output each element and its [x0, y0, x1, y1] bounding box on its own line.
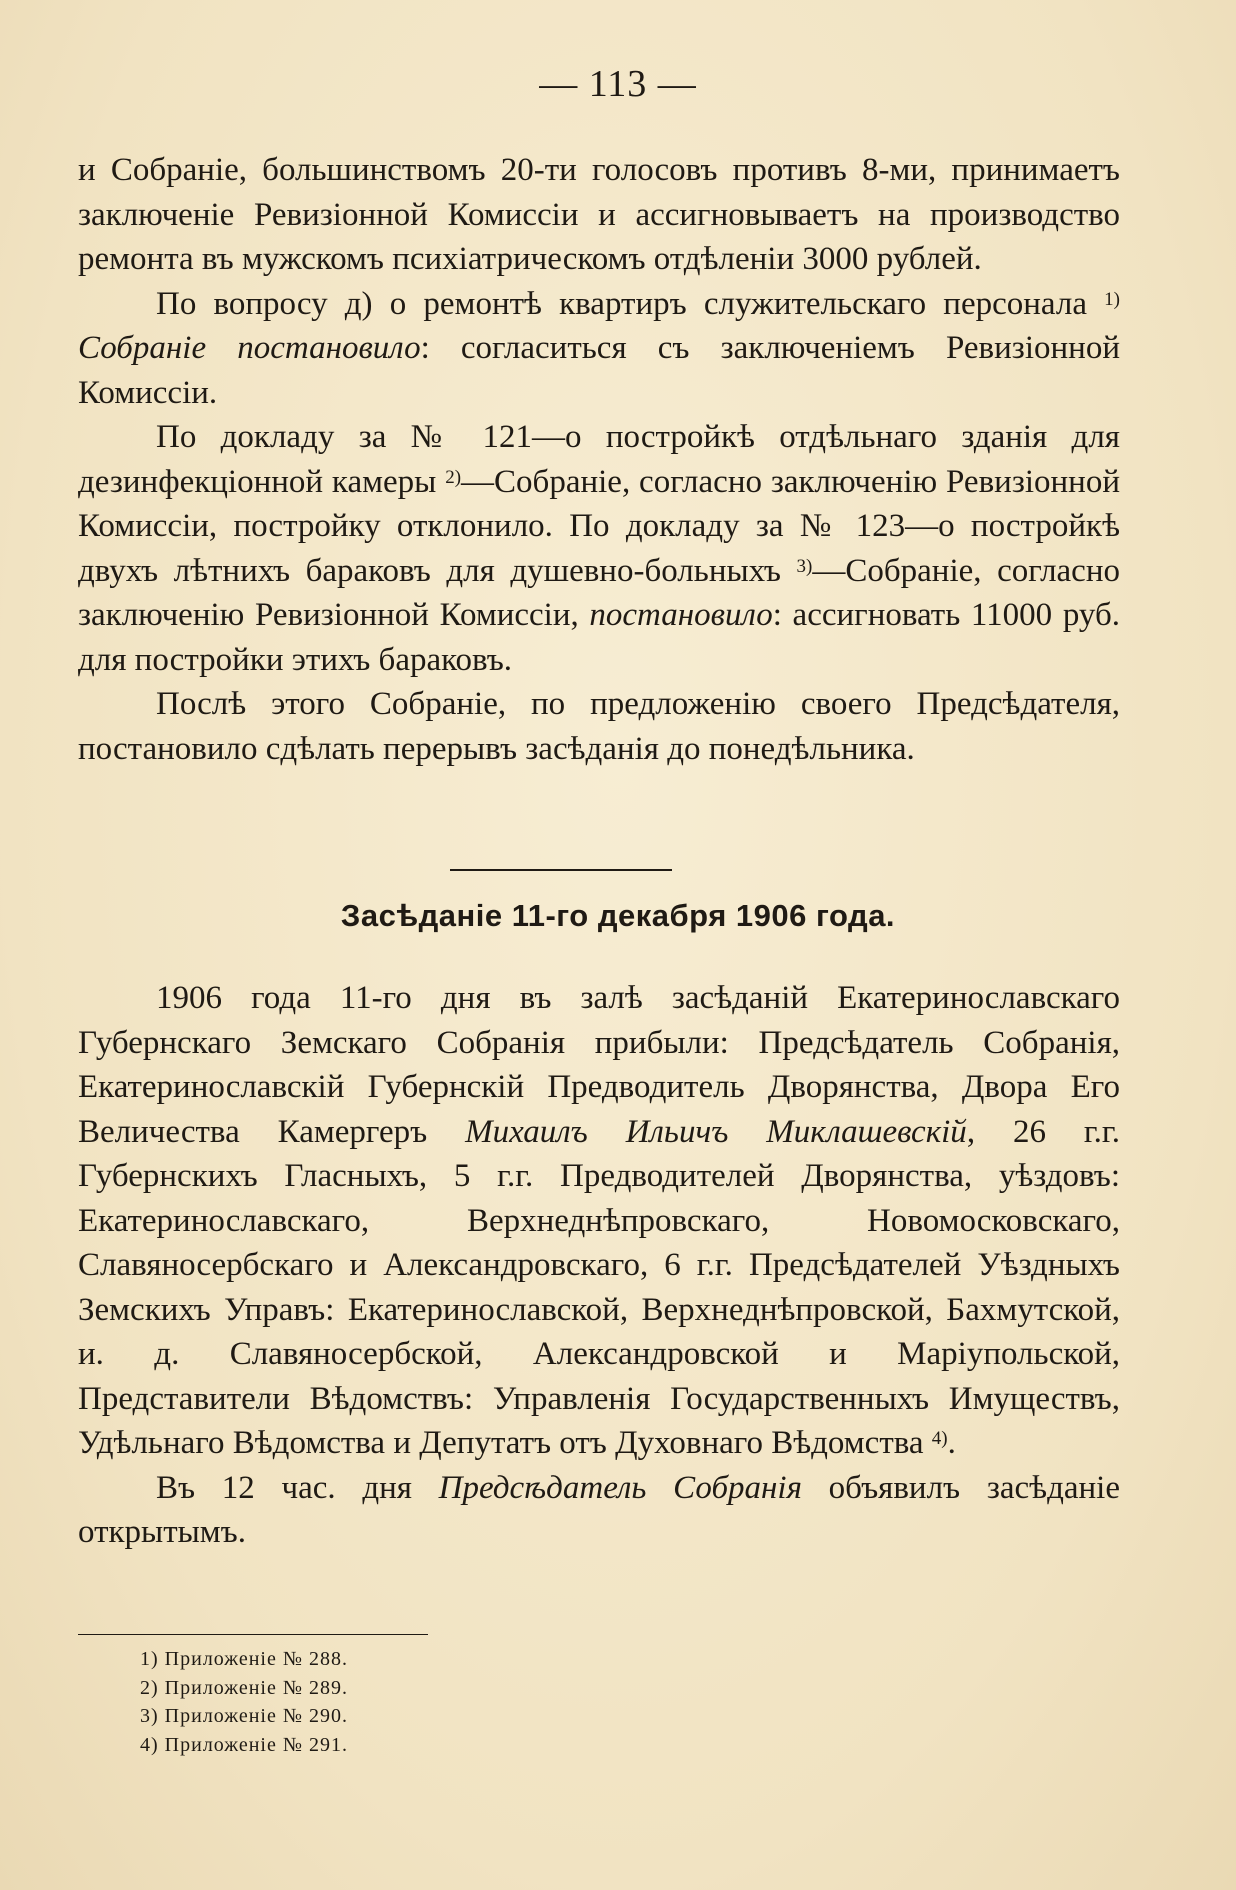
footnote-mark: 4)	[140, 1733, 159, 1756]
text-run: , 26 г.г. Губернскихъ Гласныхъ, 5 г.г. Предводителей Дворянства, уѣздовъ: Екатеринославскаго, Верхнеднѣпровскаго, Новомосковскаго, Славяносербскаго и Александровскаго, 6 г.г. Предсѣдателей Уѣздныхъ Земскихъ Управъ: Екатеринославской, Верхнеднѣпровской, Бахмутской, и. д. Славяносербской, Александровской и Маріупольской, Представители Вѣдомствъ: Управленія Государственныхъ Имуществъ, Удѣльнаго Вѣдомства и Депутатъ отъ Духовнаго Вѣдомства	[78, 1113, 1120, 1461]
text-run: Послѣ этого Собраніе, по предложенію своего Предсѣдателя, постановило сдѣлать перерывъ засѣданія до понедѣльника.	[78, 686, 1120, 767]
footnote	[140, 1731, 740, 1760]
footnote-marker: 4)	[931, 1428, 948, 1449]
paragraph	[78, 282, 1120, 416]
text-run: объявилъ засѣданіе открытымъ.	[78, 1469, 1120, 1550]
text-run: 1906 года 11-го дня въ залѣ засѣданій Екатеринославскаго Губернскаго Земскаго Собранія прибыли: Предсѣдатель Собранія, Екатеринославскій Губернскій Предводитель Дворянства, Двора Его Величества Камергеръ	[78, 980, 1120, 1150]
footnote-marker: 2)	[445, 466, 462, 488]
footnote-mark: 2)	[140, 1676, 159, 1699]
session-heading: Засѣданіе 11-го декабря 1906 года.	[340, 898, 896, 933]
italic-text: Собраніе постановило	[78, 330, 421, 366]
paragraph	[78, 415, 1120, 682]
footnote-text: Приложеніе № 291.	[158, 1733, 348, 1756]
footnote-marker: 3)	[796, 555, 813, 577]
text-run: : согласиться съ заключеніемъ Ревизіонной Комиссіи.	[78, 330, 1120, 411]
text-run: : ассигновать 11000 руб. для постройки этихъ бараковъ.	[78, 597, 1120, 678]
text-run: .	[947, 1425, 956, 1461]
italic-text: постановило	[589, 597, 773, 633]
italic-text: Михаилъ Ильичъ Миклашевскій	[465, 1113, 967, 1150]
text-block-session	[78, 976, 1120, 1555]
paragraph	[78, 148, 1120, 282]
footnote-text: Приложеніе № 289.	[158, 1676, 348, 1699]
paragraph	[78, 682, 1120, 771]
footnote-mark: 1)	[140, 1648, 159, 1670]
text-run: По докладу за № 121—о постройкѣ отдѣльнаго зданія для дезинфекціонной камеры	[78, 419, 1120, 500]
italic-text: Предсѣдатель Собранія	[438, 1469, 802, 1506]
footnote-marker: 1)	[1104, 288, 1120, 310]
text-block-top	[78, 148, 1120, 771]
section-divider	[450, 869, 672, 871]
text-run: —Собраніе, согласно заключенію Ревизіонной Комиссіи,	[78, 552, 1120, 633]
footnote-text: Приложеніе № 288.	[158, 1648, 348, 1670]
paragraph	[78, 1466, 1120, 1555]
footnote-divider	[78, 1634, 428, 1635]
footnote	[140, 1645, 740, 1674]
footnote	[140, 1674, 740, 1703]
text-run: и Собраніе, большинствомъ 20-ти голосовъ противъ 8-ми, принимаетъ заключеніе Ревизіонной Комиссіи и ассигновываетъ на производство ремонта въ мужскомъ психіатрическомъ отдѣленіи 3000 рублей.	[78, 152, 1120, 277]
paragraph	[78, 976, 1120, 1466]
footnote-text: Приложеніе № 290.	[158, 1705, 348, 1727]
text-run: —Собраніе, согласно заключенію Ревизіонной Комиссіи, постройку отклонило. По докладу за № 123—о постройкѣ двухъ лѣтнихъ бараковъ для душевно-больныхъ	[78, 463, 1121, 589]
text-run: По вопросу д) о ремонтѣ квартиръ служительскаго персонала	[156, 285, 1105, 322]
text-run: Въ 12 час. дня	[156, 1469, 439, 1506]
footnote-mark: 3)	[140, 1705, 159, 1727]
footnotes	[140, 1645, 740, 1759]
footnote	[140, 1702, 740, 1731]
page-number: — 113 —	[539, 63, 697, 105]
